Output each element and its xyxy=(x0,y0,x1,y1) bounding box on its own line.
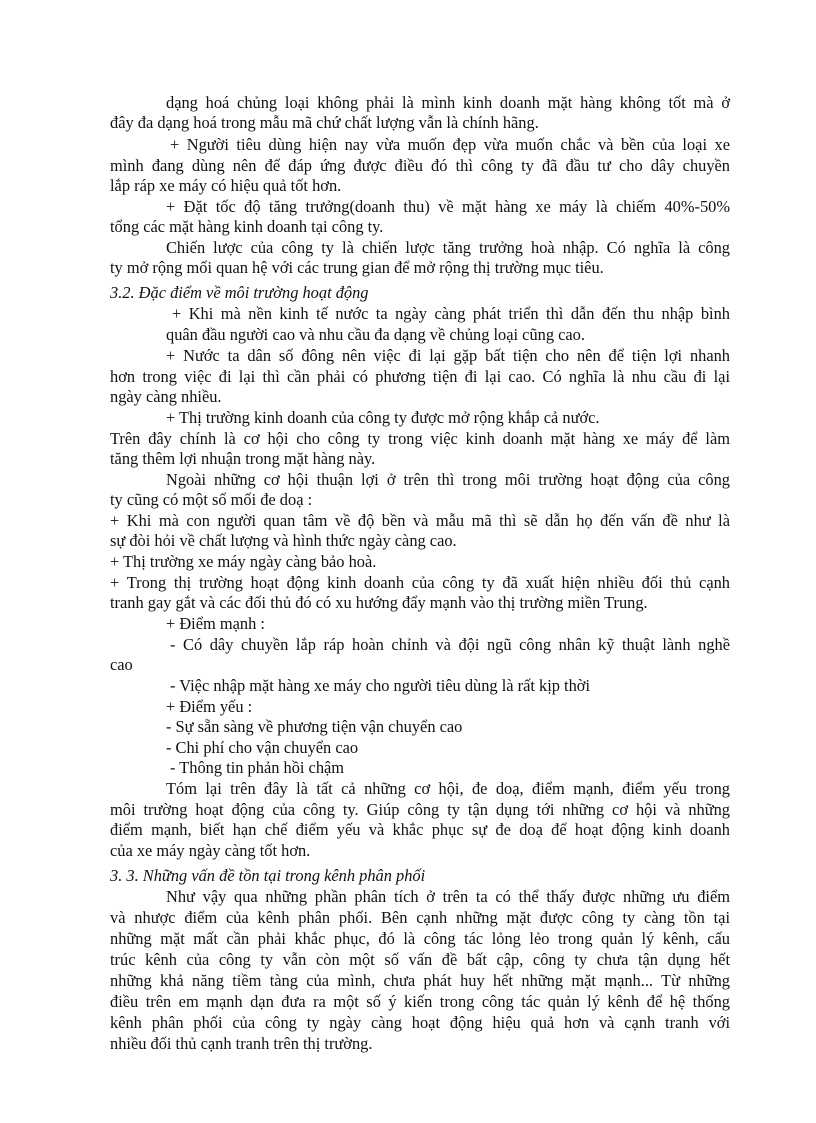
text-line: - Có dây chuyền lắp ráp hoàn chỉnh và đội ngũ công nhân kỹ thuật lành nghề xyxy=(170,635,730,654)
text-line: những mặt mất cần phải khắc phục, đó là công tác lỏng lẻo trong quản lý kênh, cấu xyxy=(110,929,730,948)
text-line: điều trên em mạnh dạn đưa ra một số ý kiến trong công tác quản lý kênh để hệ thống xyxy=(110,992,730,1011)
text-line: trúc kênh của công ty vẫn còn một số vấn đề bất cập, công ty chưa tận dụng hết xyxy=(110,950,730,969)
section-heading: 3.2. Đặc điểm về môi trường hoạt động xyxy=(110,283,369,302)
text-line: Ngoài những cơ hội thuận lợi ở trên thì trong môi trường hoạt động của công xyxy=(166,470,730,489)
text-line: môi trường hoạt động của công ty. Giúp công ty tận dụng tới những cơ hội và những xyxy=(110,800,730,819)
text-line: Tóm lại trên đây là tất cả những cơ hội, đe doạ, điểm mạnh, điểm yếu trong xyxy=(166,779,730,798)
text-line: và nhược điểm của kênh phân phối. Bên cạnh những mặt được công ty càng tồn tại xyxy=(110,908,730,927)
text-line: sự đòi hỏi về chất lượng và hình thức ngày càng cao. xyxy=(110,531,457,550)
text-line: của xe máy ngày càng tốt hơn. xyxy=(110,841,311,860)
text-line: - Chi phí cho vận chuyển cao xyxy=(166,738,359,757)
text-line: ty mở rộng mối quan hệ với các trung gian để mở rộng thị trường mục tiêu. xyxy=(110,258,604,277)
text-line: + Khi mà nền kinh tế nước ta ngày càng phát triển thì dẫn đến thu nhập bình xyxy=(172,304,730,323)
text-line: kênh phân phối của công ty ngày càng hoạt động hiệu quả hơn và cạnh tranh với xyxy=(110,1013,730,1032)
text-line: quân đầu người cao và nhu cầu đa dạng về chủng loại cũng cao. xyxy=(166,325,585,344)
text-line: đây đa dạng hoá trong mẫu mã chứ chất lượng vẫn là chính hãng. xyxy=(110,113,539,132)
text-line: - Thông tin phản hồi chậm xyxy=(170,758,345,777)
section-heading: 3. 3. Những vấn đề tồn tại trong kênh phân phối xyxy=(110,866,426,885)
text-line: cao xyxy=(110,655,133,674)
text-line: hơn trong việc đi lại thì cần phải có phương tiện đi lại cao. Có nghĩa là nhu cầu đi lại xyxy=(110,367,730,386)
text-line: - Sự sẵn sàng về phương tiện vận chuyển cao xyxy=(166,717,463,736)
text-line: + Thị trường xe máy ngày càng bảo hoà. xyxy=(110,552,377,571)
text-line: - Việc nhập mặt hàng xe máy cho người tiêu dùng là rất kịp thời xyxy=(170,676,591,695)
text-line: tranh gay gắt và các đối thủ đó có xu hướng đẩy mạnh vào thị trường miền Trung. xyxy=(110,593,648,612)
text-line: điểm mạnh, biết hạn chế điểm yếu và khắc phục sự đe doạ để hoạt động kinh doanh xyxy=(110,820,730,839)
text-line: lắp ráp xe máy có hiệu quả tốt hơn. xyxy=(110,176,342,195)
text-line: ngày càng nhiều. xyxy=(110,387,222,406)
text-line: mình đang dùng nên để đáp ứng được điều đó thì công ty đã đầu tư cho dây chuyền xyxy=(110,156,730,175)
text-line: những khả năng tiềm tàng của mình, chưa phát huy hết những mặt mạnh... Từ những xyxy=(110,971,730,990)
text-line: + Người tiêu dùng hiện nay vừa muốn đẹp vừa muốn chắc và bền của loại xe xyxy=(170,135,730,154)
text-line: + Khi mà con người quan tâm về độ bền và mẫu mã thì sẽ dẫn họ đến vấn đề như là xyxy=(110,511,730,530)
text-line: + Điểm yếu : xyxy=(166,697,253,716)
text-line: Trên đây chính là cơ hội cho công ty trong việc kinh doanh mặt hàng xe máy để làm xyxy=(110,429,730,448)
text-line: + Thị trường kinh doanh của công ty được mở rộng khắp cả nước. xyxy=(166,408,600,427)
text-line: + Trong thị trường hoạt động kinh doanh của công ty đã xuất hiện nhiều đối thủ cạnh xyxy=(110,573,730,592)
text-line: tổng các mặt hàng kinh doanh tại công ty. xyxy=(110,217,384,236)
text-line: tăng thêm lợi nhuận trong mặt hàng này. xyxy=(110,449,376,468)
text-line: dạng hoá chủng loại không phải là mình kinh doanh mặt hàng không tốt mà ở xyxy=(166,93,730,112)
text-line: + Đặt tốc độ tăng trưởng(doanh thu) về mặt hàng xe máy là chiếm 40%-50% xyxy=(166,197,730,216)
text-line: Chiến lược của công ty là chiến lược tăng trưởng hoà nhập. Có nghĩa là công xyxy=(166,238,730,257)
text-line: nhiều đối thủ cạnh tranh trên thị trường. xyxy=(110,1034,373,1053)
text-line: + Điểm mạnh : xyxy=(166,614,265,633)
text-line: Như vậy qua những phần phân tích ở trên ta có thể thấy được những ưu điểm xyxy=(166,887,730,906)
text-line: + Nước ta dân số đông nên việc đi lại gặp bất tiện cho nên để tiện lợi nhanh xyxy=(166,346,730,365)
text-line: ty cũng có một số mối đe doạ : xyxy=(110,490,313,509)
